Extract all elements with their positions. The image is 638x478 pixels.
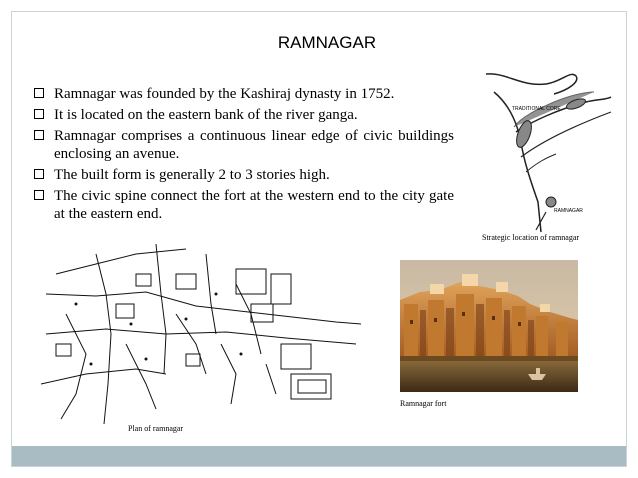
bullet-item: Ramnagar was founded by the Kashiraj dynasty in 1752. <box>34 85 454 103</box>
bullet-item: Ramnagar comprises a continuous linear edge of civic buildings enclosing an avenue. <box>34 127 454 163</box>
checkbox-bullet-icon <box>34 130 44 140</box>
bullet-item: The built form is generally 2 to 3 stories high. <box>34 166 454 184</box>
plan-of-ramnagar-map <box>36 234 366 429</box>
checkbox-bullet-icon <box>34 169 44 179</box>
bullet-item: The civic spine connect the fort at the western end to the city gate at the eastern end. <box>34 187 454 223</box>
strategic-map-label-core: TRADITIONAL CORE <box>512 106 561 112</box>
slide <box>11 11 627 467</box>
plan-caption: Plan of ramnagar <box>128 424 184 433</box>
strategic-location-map <box>476 62 616 237</box>
strategic-map-label-town: RAMNAGAR <box>554 208 583 214</box>
checkbox-bullet-icon <box>34 109 44 119</box>
strategic-map-caption: Strategic location of ramnagar <box>482 233 580 242</box>
bullet-item: It is located on the eastern bank of the river ganga. <box>34 106 454 124</box>
slide-title: RAMNAGAR <box>277 33 377 52</box>
bullet-list <box>34 85 454 226</box>
ramnagar-fort-photo <box>400 260 578 392</box>
checkbox-bullet-icon <box>34 190 44 200</box>
fort-caption: Ramnagar fort <box>400 399 447 408</box>
footer-bar <box>12 446 626 466</box>
checkbox-bullet-icon <box>34 88 44 98</box>
